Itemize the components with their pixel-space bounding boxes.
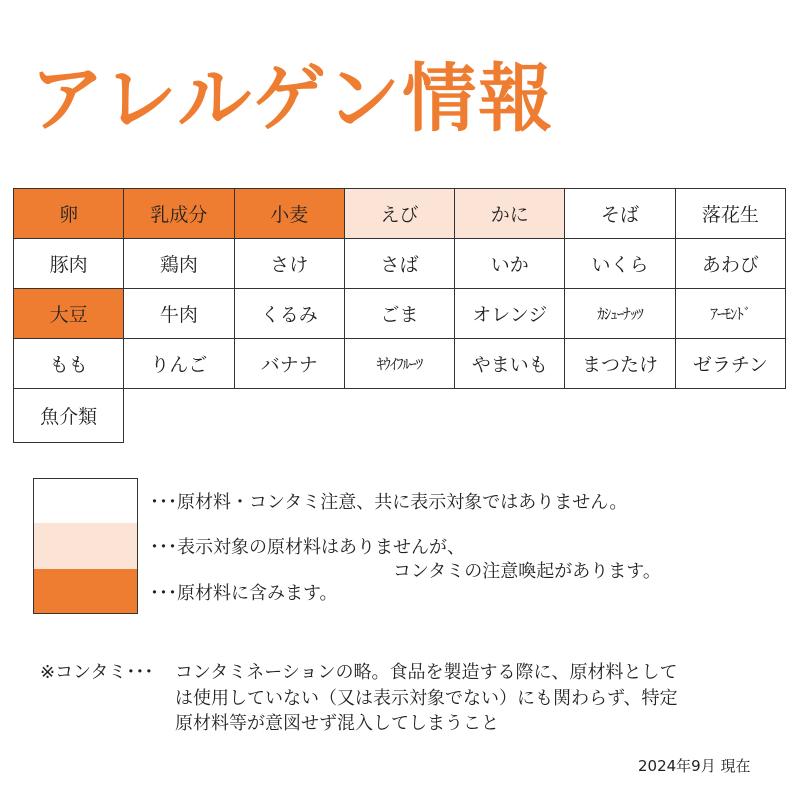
table-row: [14, 289, 786, 339]
allergen-cell-squid: いか: [455, 239, 565, 289]
allergen-table: [13, 188, 786, 443]
allergen-cell-peach: もも: [14, 339, 124, 389]
allergen-cell-sesame: ごま: [344, 289, 454, 339]
date-stamp: 2024年9月 現在: [638, 757, 751, 775]
legend-text-contamination-cont: コンタミの注意喚起があります。: [393, 561, 661, 582]
allergen-cell-peanut: 落花生: [675, 189, 785, 239]
allergen-cell-cashew: ｶｼｭｰﾅｯﾂ: [565, 289, 675, 339]
allergen-cell-seafood: 魚介類: [14, 389, 124, 443]
allergen-cell-almond: ｱｰﾓﾝﾄﾞ: [675, 289, 785, 339]
allergen-cell-wheat: 小麦: [234, 189, 344, 239]
table-row: [14, 389, 786, 443]
note-line: は使用していない（又は表示対象でない）にも関わらず、特定: [175, 688, 678, 709]
allergen-cell-abalone: あわび: [675, 239, 785, 289]
allergen-cell-pork: 豚肉: [14, 239, 124, 289]
note-line: 原材料等が意図せず混入してしまうこと: [175, 713, 499, 734]
allergen-cell-soybean: 大豆: [14, 289, 124, 339]
note-label: ※コンタミ･･･: [40, 662, 154, 683]
legend-text-none: ･･･原材料・コンタミ注意、共に表示対象ではありません。: [150, 492, 628, 513]
legend-swatch-contamination: [33, 523, 138, 570]
table-row: [14, 239, 786, 289]
allergen-cell-matsutake: まつたけ: [565, 339, 675, 389]
allergen-cell-salmon-roe: いくら: [565, 239, 675, 289]
page-title: アレルゲン情報: [30, 56, 555, 142]
allergen-cell-salmon: さけ: [234, 239, 344, 289]
allergen-cell-orange: オレンジ: [455, 289, 565, 339]
allergen-cell-beef: 牛肉: [124, 289, 234, 339]
note-line: コンタミネーションの略。食品を製造する際に、原材料として: [175, 662, 678, 683]
legend-swatch-contains: [33, 569, 138, 614]
allergen-cell-egg: 卵: [14, 189, 124, 239]
table-row: [14, 339, 786, 389]
legend-text-contamination: ･･･表示対象の原材料はありませんが、: [150, 537, 465, 558]
allergen-cell-banana: バナナ: [234, 339, 344, 389]
allergen-cell-yam: やまいも: [455, 339, 565, 389]
table-row: [14, 189, 786, 239]
empty-cell: [124, 389, 786, 443]
allergen-cell-crab: かに: [455, 189, 565, 239]
legend-text-contains: ･･･原材料に含みます。: [150, 583, 338, 604]
allergen-cell-apple: りんご: [124, 339, 234, 389]
allergen-cell-chicken: 鶏肉: [124, 239, 234, 289]
allergen-cell-milk: 乳成分: [124, 189, 234, 239]
allergen-cell-gelatin: ゼラチン: [675, 339, 785, 389]
allergen-cell-walnut: くるみ: [234, 289, 344, 339]
legend-swatch-none: [33, 478, 138, 525]
allergen-cell-shrimp: えび: [344, 189, 454, 239]
allergen-cell-mackerel: さば: [344, 239, 454, 289]
allergen-cell-kiwi: ｷｳｲﾌﾙｰﾂ: [344, 339, 454, 389]
allergen-cell-buckwheat: そば: [565, 189, 675, 239]
